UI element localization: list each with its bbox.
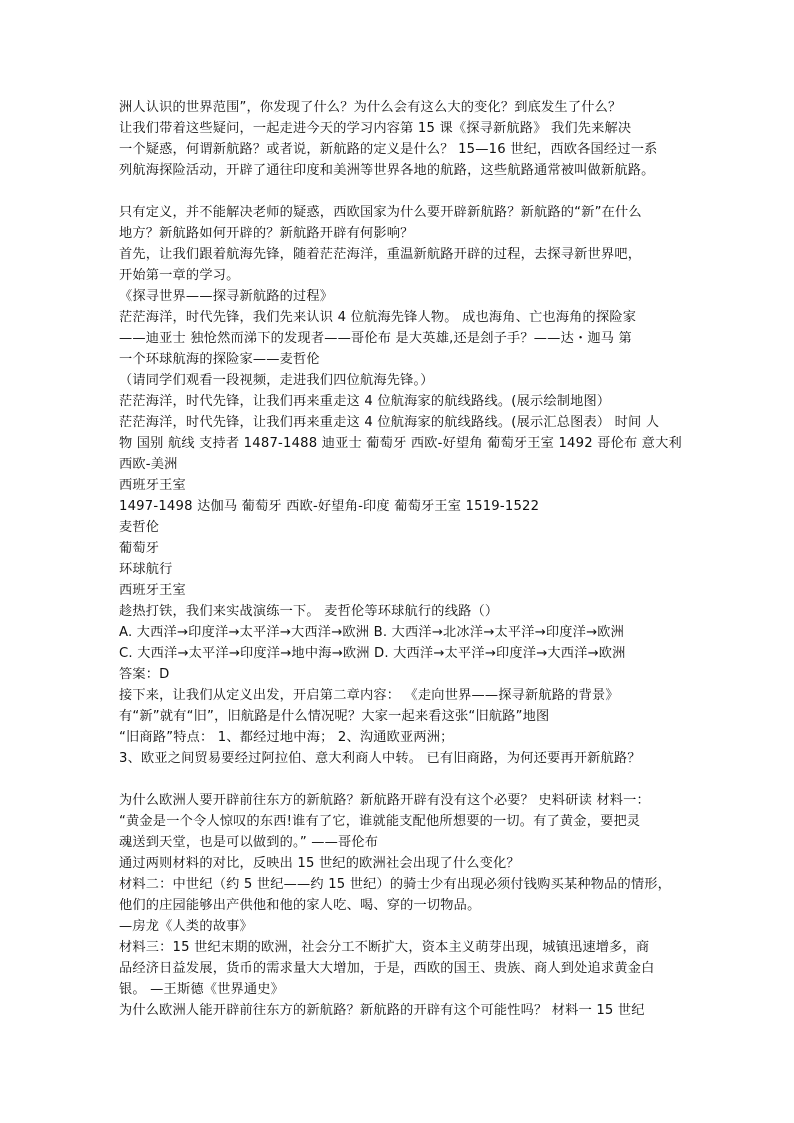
text-line: 列航海探险活动，开辟了通往印度和美洲等世界各地的航路，这些航路通常被叫做新航路。 bbox=[119, 163, 655, 178]
text-line: 一个环球航海的探险家——麦哲伦 bbox=[119, 352, 320, 367]
text-line: 材料二：中世纪（约 5 世纪——约 15 世纪）的骑士少有出现必须付钱购买某种物品的情形， bbox=[119, 877, 672, 892]
text-line: 一个疑惑，何谓新航路？或者说，新航路的定义是什么？ 15—16 世纪，西欧各国经过一系 bbox=[119, 142, 658, 157]
text-line: 茫茫海洋，时代先锋，让我们再来重走这 4 位航海家的航线路线。(展示汇总图表） 时间 人 bbox=[119, 415, 660, 430]
text-line: 麦哲伦 bbox=[119, 520, 160, 535]
text-line: “旧商路”特点： 1、都经过地中海； 2、沟通欧亚两洲； bbox=[119, 730, 454, 745]
text-line: 让我们带着这些疑问，一起走进今天的学习内容第 15 课《探寻新航路》 我们先来解决 bbox=[119, 121, 632, 136]
text-line: 为什么欧洲人要开辟前往东方的新航路？新航路开辟有没有这个必要？ 史料研读 材料一： bbox=[119, 793, 650, 808]
text-line: 茫茫海洋，时代先锋，我们先来认识 4 位航海先锋人物。 成也海角、亡也海角的探险家 bbox=[119, 310, 637, 325]
text-line: （请同学们观看一段视频，走进我们四位航海先锋。） bbox=[119, 373, 434, 388]
question-line: 趁热打铁，我们来实战演练一下。 麦哲伦等环球航行的线路（） bbox=[119, 604, 499, 619]
text-line: 品经济日益发展，货币的需求量大大增加，于是，西欧的国王、贵族、商人到处追求黄金白 bbox=[119, 961, 655, 976]
text-line: 西欧-美洲 bbox=[119, 457, 178, 472]
quote-line: “黄金是一个令人惊叹的东西!谁有了它，谁就能支配他所想要的一切。有了黄金，要把灵 bbox=[119, 814, 641, 829]
text-line: 1497-1498 达伽马 葡萄牙 西欧-好望角-印度 葡萄牙王室 1519-1522 bbox=[119, 499, 540, 514]
text-line: 首先，让我们跟着航海先锋，随着茫茫海洋，重温新航路开辟的过程，去探寻新世界吧， bbox=[119, 247, 642, 262]
text-line: 葡萄牙 bbox=[119, 541, 160, 556]
text-line: 为什么欧洲人能开辟前往东方的新航路？新航路的开辟有这个可能性吗？ 材料一 15 世纪 bbox=[119, 1003, 645, 1018]
text-line: 洲人认识的世界范围”，你发现了什么？为什么会有这么大的变化？到底发生了什么？ bbox=[119, 100, 622, 115]
text-line: 西班牙王室 bbox=[119, 583, 186, 598]
section-heading: 《探寻世界——探寻新航路的过程》 bbox=[119, 289, 334, 304]
text-line: 有“新”就有“旧”，旧航路是什么情况呢？大家一起来看这张“旧航路”地图 bbox=[119, 709, 550, 724]
text-line: 开始第一章的学习。 bbox=[119, 268, 240, 283]
option-line: C. 大西洋→太平洋→印度洋→地中海→欧洲 D. 大西洋→太平洋→印度洋→大西洋→欧洲 bbox=[119, 646, 626, 661]
answer-line: 答案：D bbox=[119, 667, 170, 682]
source-line: —房龙《人类的故事》 bbox=[119, 919, 253, 934]
text-line: 西班牙王室 bbox=[119, 478, 186, 493]
text-line: 材料三：15 世纪末期的欧洲，社会分工不断扩大，资本主义萌芽出现，城镇迅速增多，商 bbox=[119, 940, 650, 955]
text-line: 地方？新航路如何开辟的？新航路开辟有何影响？ bbox=[119, 226, 414, 241]
text-line: 银。 —王斯德《世界通史》 bbox=[119, 982, 285, 997]
text-line: 通过两则材料的对比，反映出 15 世纪的欧洲社会出现了什么变化？ bbox=[119, 856, 520, 871]
text-line: 他们的庄园能够出产供他和他的家人吃、喝、穿的一切物品。 bbox=[119, 898, 481, 913]
option-line: A. 大西洋→印度洋→太平洋→大西洋→欧洲 B. 大西洋→北冰洋→太平洋→印度洋→欧洲 bbox=[119, 625, 625, 640]
text-line: 物 国别 航线 支持者 1487-1488 迪亚士 葡萄牙 西欧-好望角 葡萄牙王室 1492 哥伦布 意大利 bbox=[119, 436, 682, 451]
text-line: ——迪亚士 独怆然而涕下的发现者——哥伦布 是大英雄,还是刽子手？——达・迦马 第 bbox=[119, 331, 632, 346]
text-line: 只有定义，并不能解决老师的疑惑，西欧国家为什么要开辟新航路？新航路的“新”在什么 bbox=[119, 205, 642, 220]
text-line: 茫茫海洋，时代先锋，让我们再来重走这 4 位航海家的航线路线。(展示绘制地图） bbox=[119, 394, 611, 409]
text-line: 环球航行 bbox=[119, 562, 173, 577]
text-line: 接下来，让我们从定义出发，开启第二章内容： 《走向世界——探寻新航路的背景》 bbox=[119, 688, 619, 703]
quote-line: 魂送到天堂，也是可以做到的。” ——哥伦布 bbox=[119, 835, 379, 850]
text-line: 3、欧亚之间贸易要经过阿拉伯、意大利商人中转。 已有旧商路，为何还要再开新航路？ bbox=[119, 751, 641, 766]
